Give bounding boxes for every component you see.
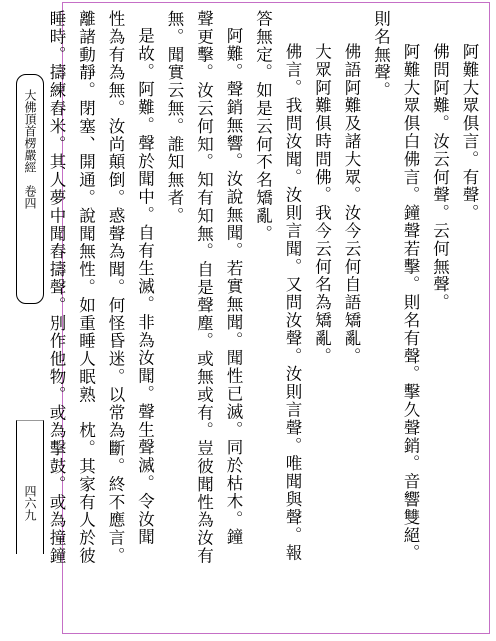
text-column: 離諸動靜。閉塞、開通。說聞無性。如重睡人眠熟 枕。其家有人於彼 [76, 10, 96, 565]
text-column: 阿難大眾俱言。有聲。 [460, 43, 479, 222]
text-column: 佛問阿難。汝云何聲。云何無聲。 [430, 43, 450, 312]
side-header-text [23, 89, 37, 303]
text-column: 阿難大眾俱白佛言。鐘聲若擊。則名有聲。擊久聲銷。音響雙絕。 [401, 43, 420, 563]
text-column: 性為有為無。汝尚顛倒。惑聲為聞。何怪昏迷。以常為斷。終不應言。 [106, 10, 125, 565]
book-title: 大佛頂首楞嚴經 [23, 89, 37, 173]
page-number: 四六九 [23, 485, 37, 521]
text-column: 則名無聲。 [371, 10, 391, 100]
text-column: 答無定。如是云何不名矯亂。 [253, 10, 273, 243]
text-column: 睡時。擣練舂米。其人夢中聞舂擣聲。別作他物。或為擊鼓。或為撞鐘 [47, 10, 66, 565]
side-header [16, 74, 44, 304]
text-column: 是故。阿難。聲於聞中。自有生滅。非為汝聞。聲生聲滅。令汝聞 [135, 26, 155, 546]
page-number-box [16, 420, 44, 554]
scripture-text [42, 10, 485, 630]
text-column: 佛言。我問汝聞。汝則言聞。又問汝聲。汝則言聲。唯聞與聲。報 [283, 43, 302, 563]
text-column: 聲更擊。汝云何知。知有知無。自是聲塵。或無或有。豈彼聞性為汝有 [194, 10, 214, 565]
text-column: 無。聞實云無。誰知無者。 [165, 10, 184, 225]
text-column: 阿難。聲銷無響。汝說無聞。若實無聞。聞性已滅。同於枯木。鐘 [224, 26, 243, 546]
text-column: 佛語阿難及諸大眾。汝今云何自語矯亂。 [342, 43, 361, 366]
volume-label: 卷四 [23, 185, 37, 209]
text-column: 大眾阿難俱時問佛。我今云何名為矯亂。 [312, 43, 332, 366]
